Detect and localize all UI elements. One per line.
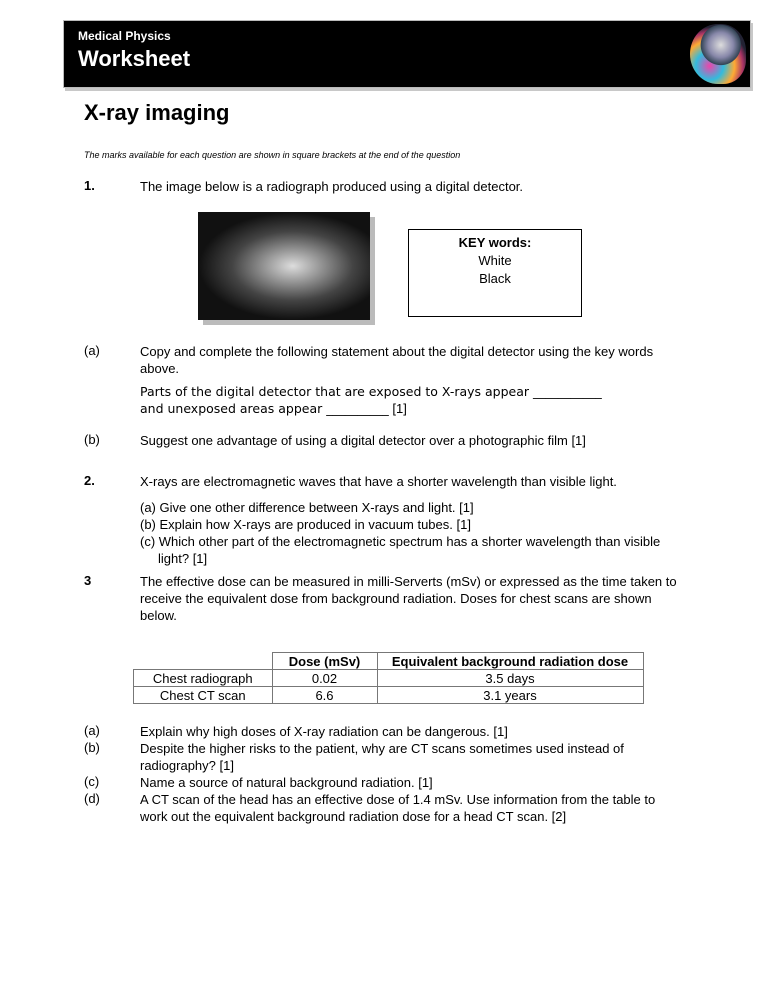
table-cell: Chest CT scan [134, 687, 273, 704]
q1b-text: Suggest one advantage of using a digital detector over a photographic film [1] [140, 433, 586, 448]
table-cell: 3.1 years [377, 687, 643, 704]
table-row [134, 687, 644, 704]
key-words-box [408, 229, 582, 317]
q3c-text: Name a source of natural background radiation. [1] [140, 775, 433, 790]
q2-number: 2. [84, 473, 95, 488]
hand-radiograph-image [198, 212, 370, 320]
table-cell: 0.02 [272, 670, 377, 687]
table-header: Dose (mSv) [272, 653, 377, 670]
q3a-label: (a) [84, 723, 100, 738]
marks-note: The marks available for each question are shown in square brackets at the end of the question [84, 150, 461, 160]
q1a-text: Copy and complete the following statement about the digital detector using the key words above. [140, 344, 654, 376]
q1b-label: (b) [84, 432, 100, 447]
q2-part: (b) Explain how X-rays are produced in vacuum tubes. [1] [140, 517, 471, 532]
key-words-heading: KEY words: [458, 235, 532, 250]
q2-text: X-rays are electromagnetic waves that have a shorter wavelength than visible light. [140, 474, 617, 489]
dose-table [133, 652, 644, 704]
key-word: Black [479, 271, 511, 286]
key-word: White [478, 253, 512, 268]
table-row [134, 670, 644, 687]
table-header-row [134, 653, 644, 670]
table-header [134, 653, 273, 670]
table-cell: Chest radiograph [134, 670, 273, 687]
q3c-label: (c) [84, 774, 100, 789]
brain-scan-image [690, 24, 746, 84]
statement-line-2: and unexposed areas appear __________ [140, 401, 389, 416]
banner-title: Worksheet [78, 46, 191, 71]
q2-part: (a) Give one other difference between X-rays and light. [1] [140, 500, 474, 515]
q3a-text: Explain why high doses of X-ray radiation can be dangerous. [1] [140, 724, 508, 739]
q3-text: The effective dose can be measured in milli-Serverts (mSv) or expressed as the time taken to receive the equivalent dose from background radiation. Doses for chest scans are shown below. [140, 574, 677, 623]
q1-text: The image below is a radiograph produced using a digital detector. [140, 179, 524, 194]
table-cell: 6.6 [272, 687, 377, 704]
q3d-label: (d) [84, 791, 100, 806]
statement-marks: [1] [392, 401, 407, 416]
header-banner [63, 20, 751, 88]
q3b-label: (b) [84, 740, 100, 755]
page-title: X-ray imaging [84, 100, 230, 125]
q3d-text: A CT scan of the head has an effective dose of 1.4 mSv. Use information from the table to work out the equivalent background radiation dose for a head CT scan. [2] [140, 792, 656, 824]
q1a-label: (a) [84, 343, 100, 358]
q3b-text: Despite the higher risks to the patient, why are CT scans sometimes used instead of radiography? [1] [140, 741, 624, 773]
statement-line-1: Parts of the digital detector that are exposed to X-rays appear ___________ [140, 384, 602, 399]
q1-number: 1. [84, 178, 95, 193]
q3-number: 3 [84, 573, 92, 588]
q2-part: (c) Which other part of the electromagnetic spectrum has a shorter wavelength than visible light? [1] [140, 534, 661, 566]
table-header: Equivalent background radiation dose [377, 653, 643, 670]
table-cell: 3.5 days [377, 670, 643, 687]
banner-subtitle: Medical Physics [78, 29, 171, 43]
